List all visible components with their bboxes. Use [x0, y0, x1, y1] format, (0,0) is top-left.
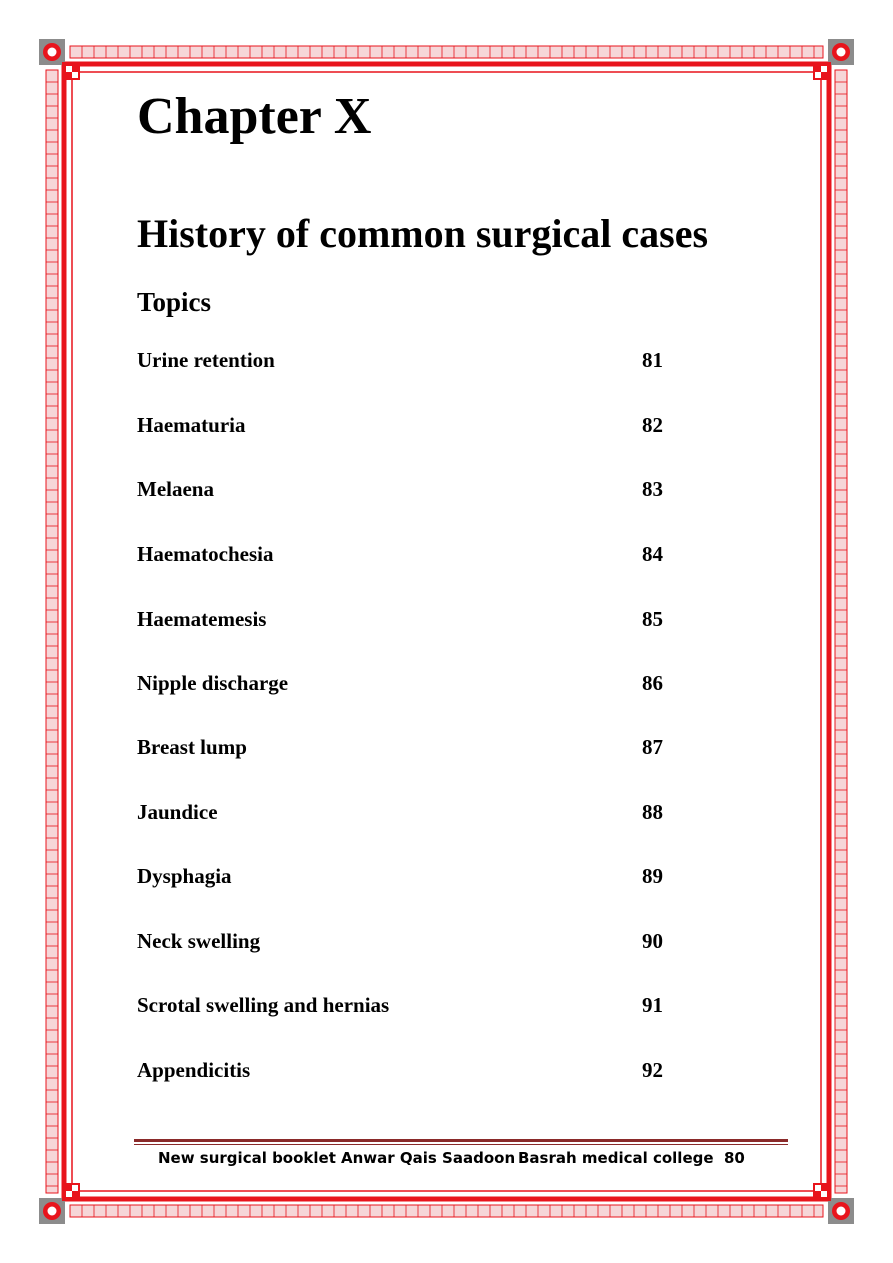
toc-label: Dysphagia: [137, 864, 232, 888]
toc-page-number: 89: [642, 864, 663, 888]
toc-page-number: 83: [642, 477, 663, 501]
toc-row: [0, 477, 893, 517]
toc-label: Scrotal swelling and hernias: [137, 993, 390, 1017]
toc-label: Neck swelling: [137, 929, 261, 953]
corner-ornament-block-cut: [72, 72, 78, 78]
toc-row: [0, 413, 893, 453]
toc-row: [0, 348, 893, 388]
toc-row: [0, 735, 893, 775]
footer-booklet-title: New surgical booklet: [158, 1149, 336, 1167]
toc-page-number: 88: [642, 800, 663, 824]
footer-page-number: 80: [724, 1149, 745, 1167]
corner-ornament-dot: [837, 48, 846, 57]
toc-page-number: 81: [642, 348, 663, 372]
toc-row: [0, 800, 893, 840]
toc-page-number: 85: [642, 607, 663, 631]
toc-row: [0, 864, 893, 904]
toc-page-number: 91: [642, 993, 663, 1017]
toc-label: Breast lump: [137, 735, 247, 759]
border-band-bottom: [70, 1205, 823, 1217]
corner-ornament-block-cut: [66, 1191, 72, 1197]
corner-ornament-dot: [48, 48, 57, 57]
toc-label: Urine retention: [137, 348, 275, 372]
toc-row: [0, 993, 893, 1033]
toc-label: Nipple discharge: [137, 671, 289, 695]
corner-ornament-block-cut: [815, 72, 821, 78]
corner-ornament-dot: [837, 1207, 846, 1216]
toc-label: Appendicitis: [137, 1058, 251, 1082]
toc-page-number: 82: [642, 413, 663, 437]
chapter-title: Chapter X: [137, 88, 372, 145]
toc-label: Melaena: [137, 477, 214, 501]
toc-page-number: 92: [642, 1058, 663, 1082]
corner-ornament-block-cut: [821, 1191, 827, 1197]
corner-ornament-block-cut: [72, 1185, 78, 1191]
toc-row: [0, 542, 893, 582]
toc-label: Haematochesia: [137, 542, 274, 566]
footer-author: Anwar Qais Saadoon: [341, 1149, 516, 1167]
footer-divider: [134, 1139, 788, 1142]
topics-heading: Topics: [137, 287, 212, 317]
toc-label: Haematuria: [137, 413, 246, 437]
corner-ornament-block-cut: [66, 66, 72, 72]
toc-page-number: 86: [642, 671, 663, 695]
toc-row: [0, 929, 893, 969]
corner-ornament-dot: [48, 1207, 57, 1216]
toc-row: [0, 1058, 893, 1098]
toc-page-number: 90: [642, 929, 663, 953]
footer-divider-thin: [134, 1144, 788, 1145]
toc-row: [0, 607, 893, 647]
toc-label: Haematemesis: [137, 607, 267, 631]
corner-ornament-block-cut: [821, 66, 827, 72]
toc-page-number: 87: [642, 735, 663, 759]
toc-label: Jaundice: [137, 800, 218, 824]
toc-row: [0, 671, 893, 711]
border-band-top: [70, 46, 823, 58]
corner-ornament-block-cut: [815, 1185, 821, 1191]
toc-page-number: 84: [642, 542, 663, 566]
footer-college: Basrah medical college: [518, 1149, 714, 1167]
section-title: History of common surgical cases: [137, 211, 709, 256]
